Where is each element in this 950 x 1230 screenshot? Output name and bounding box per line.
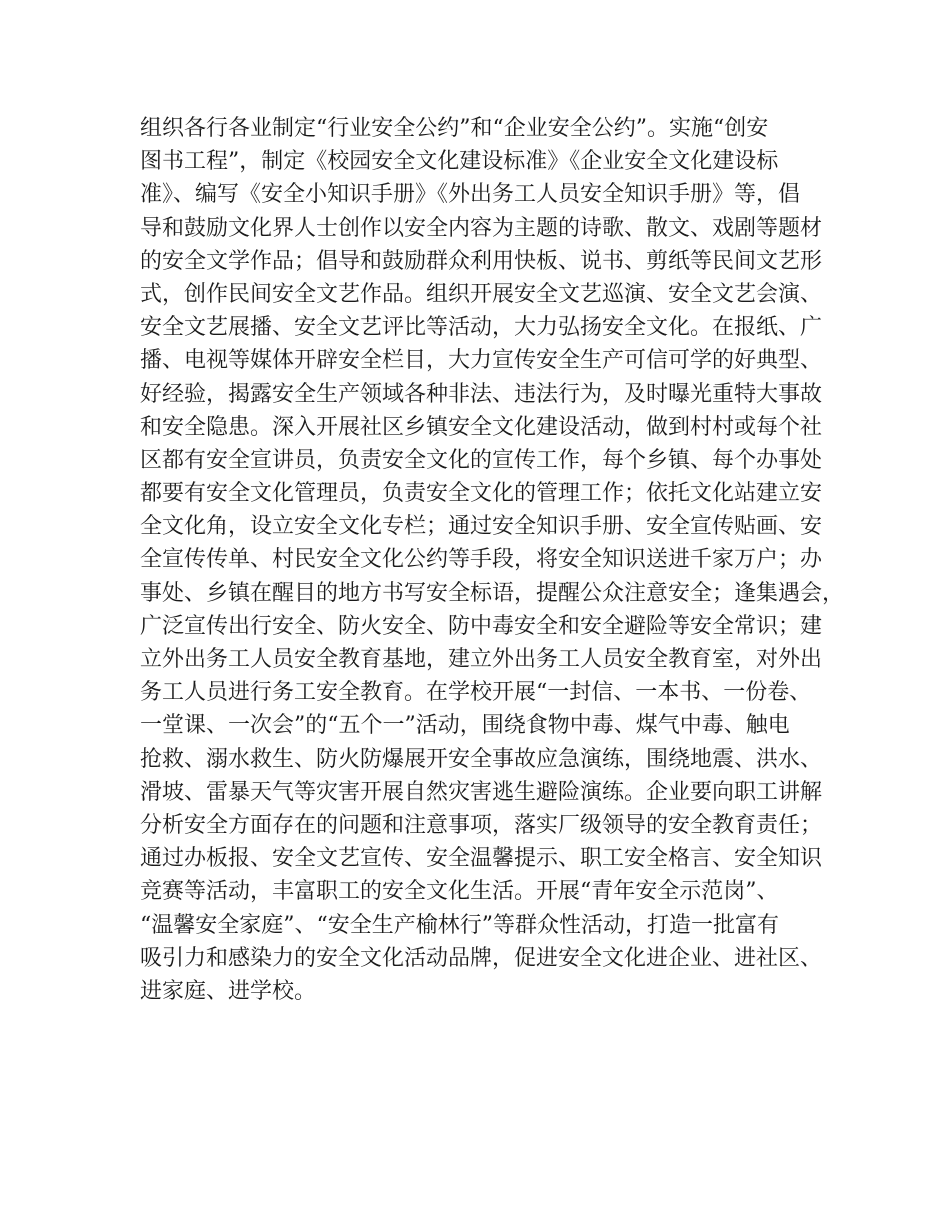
- text-line: 抢救、溺水救生、防火防爆展开安全事故应急演练，围绕地震、洪水、: [140, 746, 823, 772]
- text-line: 好经验，揭露安全生产领域各种非法、违法行为，及时曝光重特大事故: [140, 381, 823, 407]
- text-line: 组织各行各业制定“行业安全公约”和“企业安全公约”。实施“创安: [140, 116, 769, 141]
- text-line: 全文化角，设立安全文化专栏；通过安全知识手册、安全宣传贴画、安: [140, 514, 823, 540]
- text-line: 务工人员进行务工安全教育。在学校开展“一封信、一本书、一份卷、: [140, 680, 812, 706]
- text-line: 的安全文学作品；倡导和鼓励群众利用快板、说书、剪纸等民间文艺形: [140, 248, 823, 274]
- text-line: 立外出务工人员安全教育基地，建立外出务工人员安全教育室，对外出: [140, 647, 823, 672]
- text-line: 播、电视等媒体开辟安全栏目，大力宣传安全生产可信可学的好典型、: [140, 348, 823, 374]
- text-line: 进家庭、进学校。: [140, 978, 317, 1004]
- body-paragraph: [140, 112, 845, 1008]
- text-line: 式，创作民间安全文艺作品。组织开展安全文艺巡演、安全文艺会演、: [140, 281, 823, 307]
- text-line: 广泛宣传出行安全、防火安全、防中毒安全和安全避险等安全常识；建: [140, 613, 823, 639]
- text-line: 安全文艺展播、安全文艺评比等活动，大力弘扬安全文化。在报纸、广: [140, 315, 823, 341]
- text-line: 全宣传传单、村民安全文化公约等手段，将安全知识送进千家万户；办: [140, 547, 823, 573]
- text-line: 一堂课、一次会”的“五个一”活动，围绕食物中毒、煤气中毒、触电: [140, 713, 790, 739]
- text-line: 图书工程”，制定《校园安全文化建设标准》《企业安全文化建设标: [140, 149, 779, 175]
- text-line: 事处、乡镇在醒目的地方书写安全标语，提醒公众注意安全；逢集遇会，: [140, 580, 845, 606]
- text-line: 分析安全方面存在的问题和注意事项，落实厂级领导的安全教育责任；: [140, 812, 823, 838]
- text-line: “温馨安全家庭”、“安全生产榆林行”等群众性活动，打造一批富有: [140, 912, 779, 938]
- text-line: 和安全隐患。深入开展社区乡镇安全文化建设活动，做到村村或每个社: [140, 414, 823, 440]
- text-line: 都要有安全文化管理员，负责安全文化的管理工作；依托文化站建立安: [140, 481, 823, 507]
- text-line: 竞赛等活动，丰富职工的安全文化生活。开展“青年安全示范岗”、: [140, 879, 779, 905]
- text-line: 吸引力和感染力的安全文化活动品牌，促进安全文化进企业、进社区、: [140, 945, 823, 971]
- text-line: 导和鼓励文化界人士创作以安全内容为主题的诗歌、散文、戏剧等题材: [140, 215, 823, 241]
- text-line: 区都有安全宣讲员，负责安全文化的宣传工作，每个乡镇、每个办事处: [140, 447, 823, 473]
- text-line: 准》、编写《安全小知识手册》《外出务工人员安全知识手册》等，倡: [140, 182, 801, 208]
- text-line: 通过办板报、安全文艺宣传、安全温馨提示、职工安全格言、安全知识: [140, 846, 823, 872]
- text-line: 滑坡、雷暴天气等灾害开展自然灾害逃生避险演练。企业要向职工讲解: [140, 779, 823, 805]
